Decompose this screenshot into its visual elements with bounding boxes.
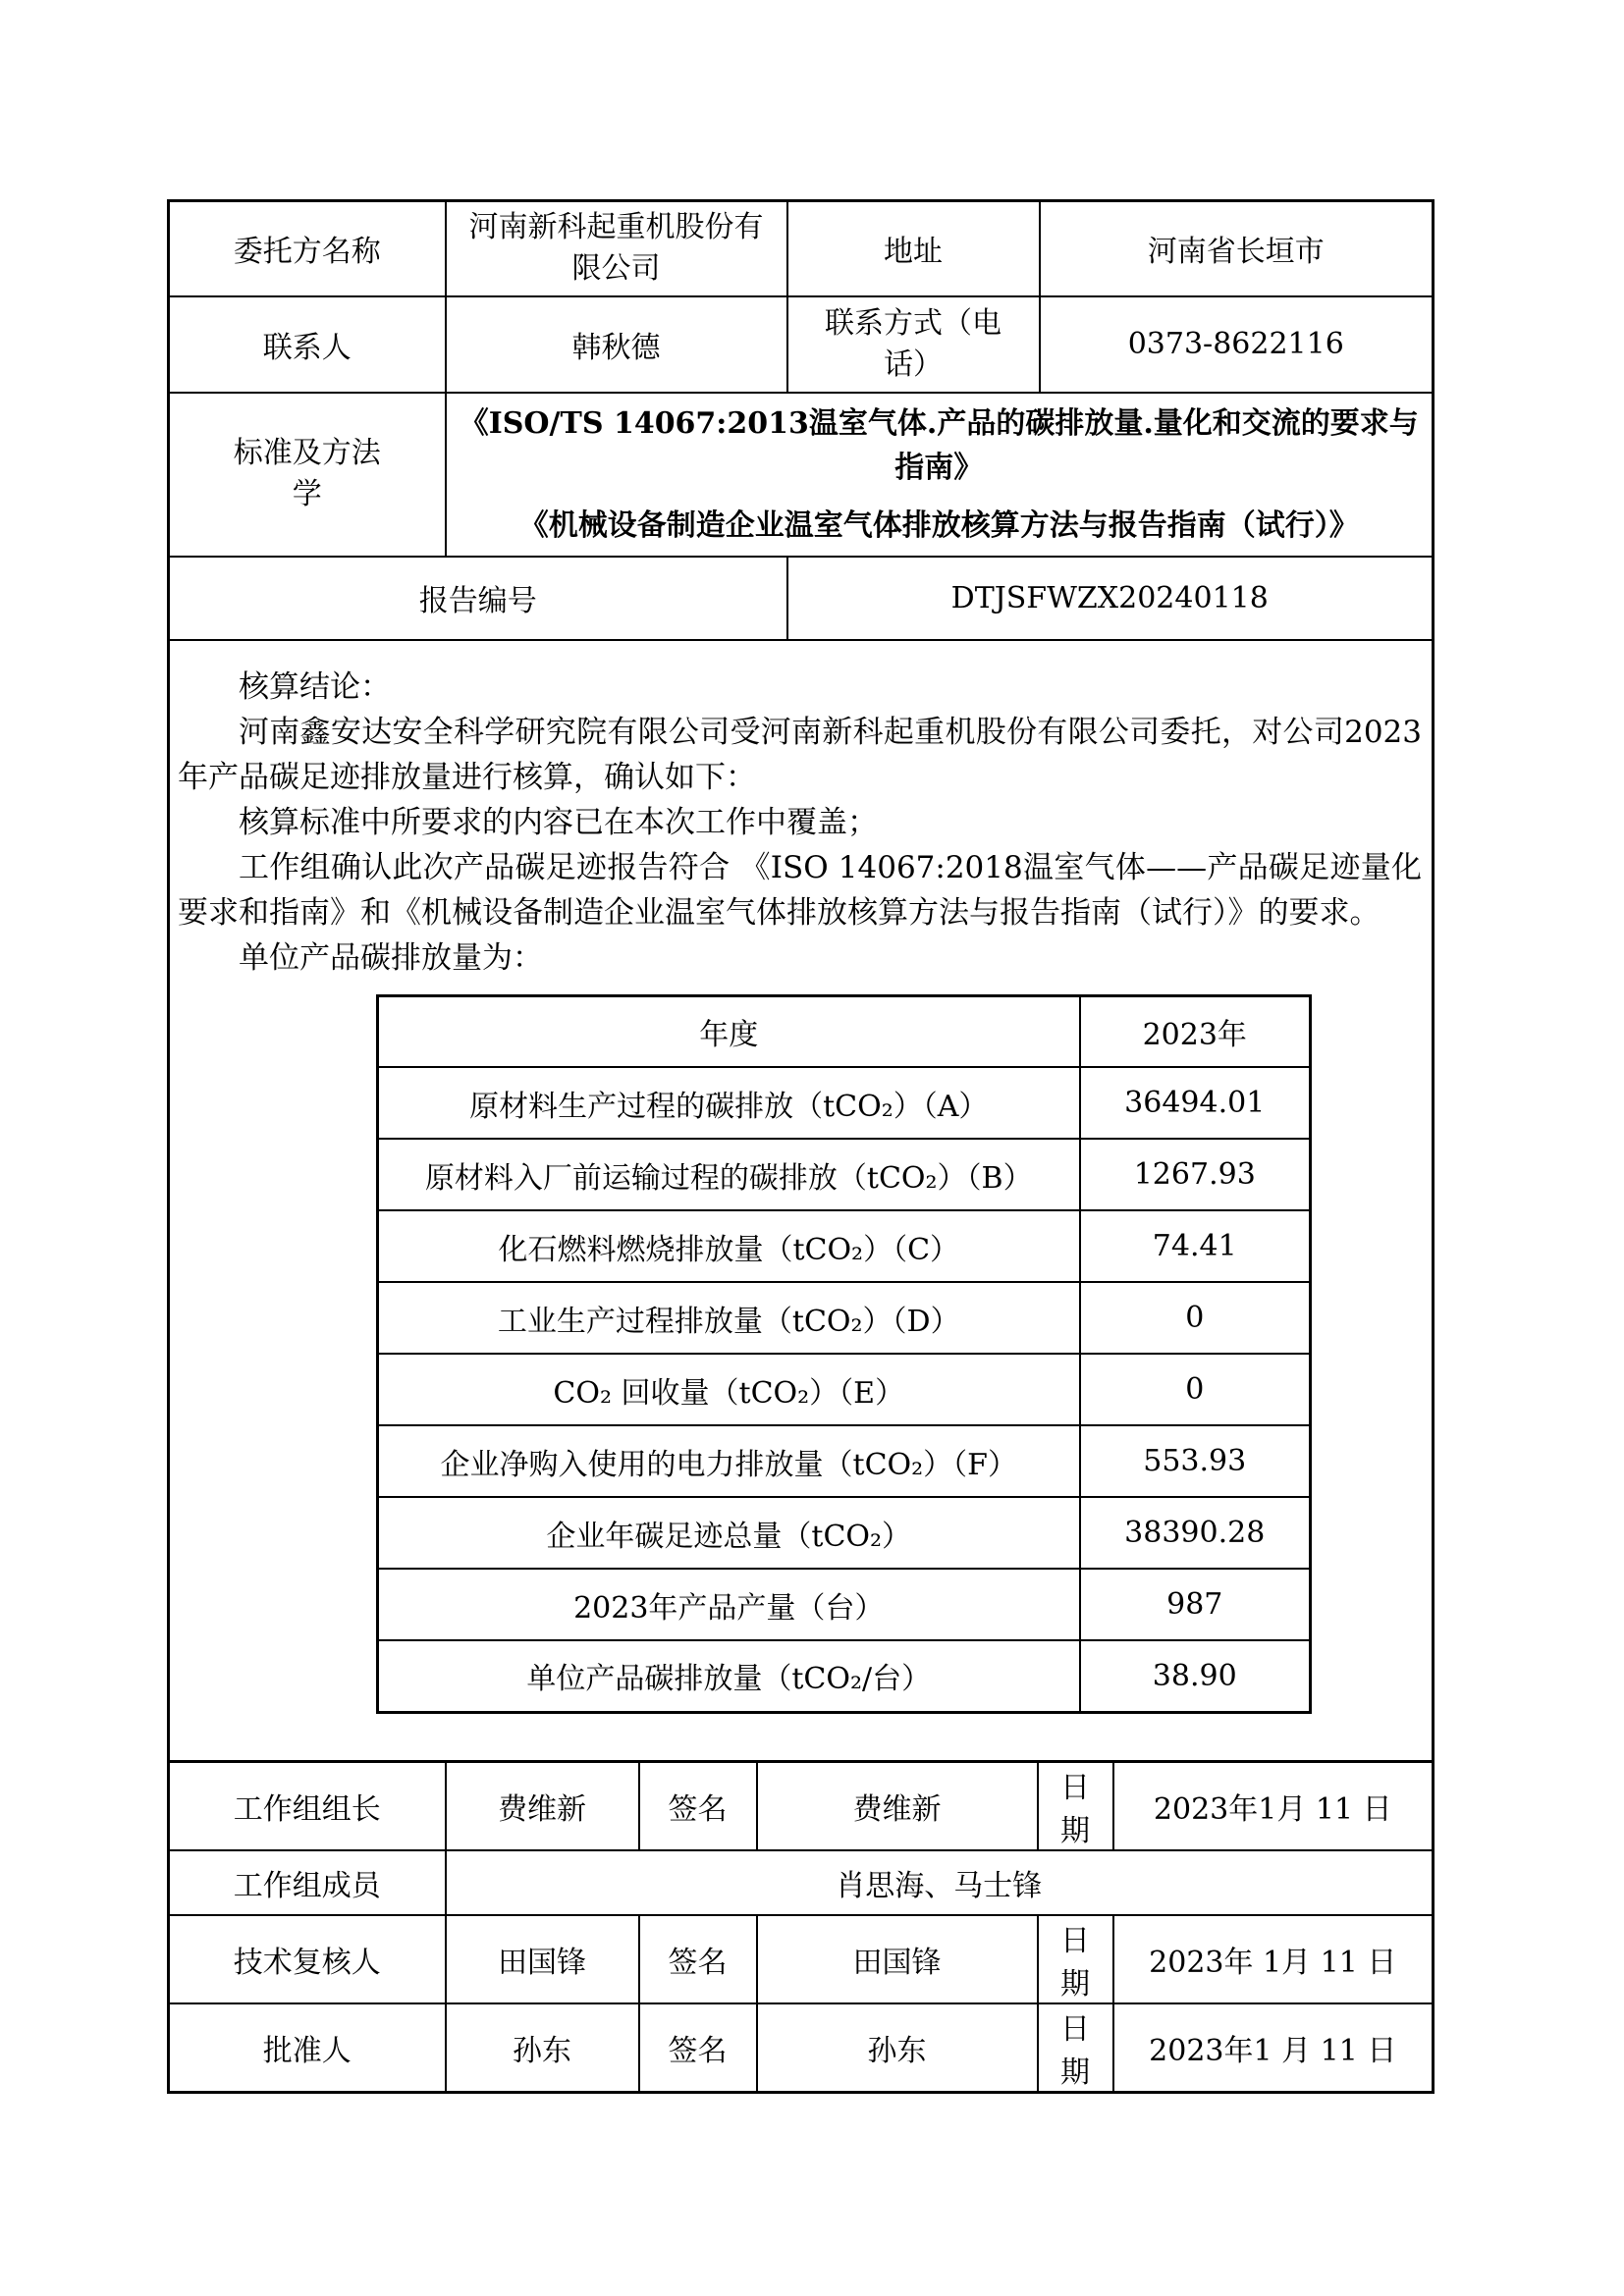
reviewer-signature: 田国锋 <box>757 1915 1038 2003</box>
address-value: 河南省长垣市 <box>1040 201 1434 296</box>
phone-label-text: 联系方式（电话） <box>825 305 1001 382</box>
team-leader-sign-label: 签名 <box>639 1762 757 1851</box>
conclusion-row <box>169 640 1434 1762</box>
standard-line-2: 《机械设备制造企业温室气体排放核算方法与报告指南（试行）》 <box>518 507 1359 543</box>
emissions-row <box>378 1067 1311 1139</box>
team-members-role: 工作组成员 <box>169 1850 446 1915</box>
address-label: 地址 <box>787 201 1040 296</box>
conclusion-cell <box>169 640 1434 1762</box>
standards-row <box>169 393 1434 557</box>
conclusion-paragraph-1: 河南鑫安达安全科学研究院有限公司受河南新科起重机股份有限公司委托，对公司2023年产品碳足迹排放量进行核算，确认如下： <box>178 714 1422 795</box>
report-number-value: DTJSFWZX20240118 <box>787 557 1434 640</box>
emissions-header-row <box>378 995 1311 1067</box>
client-name-value: 河南新科起重机股份有限公司 <box>446 201 787 296</box>
signature-table <box>167 1760 1435 2094</box>
phone-label <box>787 296 1040 393</box>
conclusion-title: 核算结论： <box>239 668 391 705</box>
contact-row <box>169 296 1434 393</box>
team-leader-role: 工作组组长 <box>169 1762 446 1851</box>
standards-value <box>446 393 1434 557</box>
reviewer-role: 技术复核人 <box>169 1915 446 2003</box>
conclusion-paragraph-4: 单位产品碳排放量为： <box>239 939 543 976</box>
emissions-row <box>378 1640 1311 1712</box>
emissions-value: 0 <box>1080 1282 1311 1354</box>
approver-name: 孙东 <box>446 2003 639 2093</box>
reviewer-date-label: 日期 <box>1038 1915 1113 2003</box>
reviewer-sign-label: 签名 <box>639 1915 757 2003</box>
emissions-row <box>378 1569 1311 1640</box>
emissions-label: 工业生产过程排放量（tCO₂）（D） <box>378 1282 1080 1354</box>
year-value: 2023年 <box>1080 995 1311 1067</box>
emissions-value: 987 <box>1080 1569 1311 1640</box>
emissions-value: 74.41 <box>1080 1210 1311 1282</box>
emissions-row <box>378 1354 1311 1425</box>
emissions-row <box>378 1497 1311 1569</box>
emissions-value: 0 <box>1080 1354 1311 1425</box>
team-members-row <box>169 1850 1434 1915</box>
reviewer-name: 田国锋 <box>446 1915 639 2003</box>
emissions-label: CO₂ 回收量（tCO₂）（E） <box>378 1354 1080 1425</box>
emissions-value: 553.93 <box>1080 1425 1311 1497</box>
team-leader-signature: 费维新 <box>757 1762 1038 1851</box>
approver-date-label: 日期 <box>1038 2003 1113 2093</box>
team-members-names: 肖思海、马士锋 <box>446 1850 1434 1915</box>
client-name-label: 委托方名称 <box>169 201 446 296</box>
report-number-row <box>169 557 1434 640</box>
contact-person-value: 韩秋德 <box>446 296 787 393</box>
emissions-row <box>378 1139 1311 1210</box>
emissions-row <box>378 1282 1311 1354</box>
emissions-label: 原材料入厂前运输过程的碳排放（tCO₂）（B） <box>378 1139 1080 1210</box>
reviewer-date: 2023年 1月 11 日 <box>1113 1915 1434 2003</box>
standard-line-1: 《ISO/TS 14067:2013温室气体.产品的碳排放量.量化和交流的要求与指南》 <box>459 405 1419 485</box>
contact-person-label: 联系人 <box>169 296 446 393</box>
conclusion-paragraph-3: 工作组确认此次产品碳足迹报告符合 《ISO 14067:2018温室气体——产品碳足迹量化要求和指南》和《机械设备制造企业温室气体排放核算方法与报告指南（试行）》的要求。 <box>178 849 1422 931</box>
team-leader-name: 费维新 <box>446 1762 639 1851</box>
year-label: 年度 <box>378 995 1080 1067</box>
emissions-value: 38.90 <box>1080 1640 1311 1712</box>
emissions-label: 2023年产品产量（台） <box>378 1569 1080 1640</box>
team-leader-date: 2023年1月 11 日 <box>1113 1762 1434 1851</box>
phone-value: 0373-8622116 <box>1040 296 1434 393</box>
approver-sign-label: 签名 <box>639 2003 757 2093</box>
approver-row <box>169 2003 1434 2093</box>
emissions-table <box>376 994 1312 1714</box>
approver-role: 批准人 <box>169 2003 446 2093</box>
standards-label-text: 标准及方法学 <box>233 436 381 511</box>
emissions-value: 38390.28 <box>1080 1497 1311 1569</box>
team-leader-row <box>169 1762 1434 1851</box>
approver-date: 2023年1 月 11 日 <box>1113 2003 1434 2093</box>
standards-label <box>169 393 446 557</box>
reviewer-row <box>169 1915 1434 2003</box>
report-number-label: 报告编号 <box>169 557 787 640</box>
team-leader-date-label: 日期 <box>1038 1762 1113 1851</box>
client-row <box>169 201 1434 296</box>
report-form <box>167 199 1432 2094</box>
emissions-label: 化石燃料燃烧排放量（tCO₂）（C） <box>378 1210 1080 1282</box>
emissions-label: 原材料生产过程的碳排放（tCO₂）（A） <box>378 1067 1080 1139</box>
emissions-value: 36494.01 <box>1080 1067 1311 1139</box>
emissions-row <box>378 1210 1311 1282</box>
emissions-label: 单位产品碳排放量（tCO₂/台） <box>378 1640 1080 1712</box>
conclusion-paragraph-2: 核算标准中所要求的内容已在本次工作中覆盖； <box>239 804 878 840</box>
emissions-row <box>378 1425 1311 1497</box>
client-info-table <box>167 199 1435 1763</box>
emissions-label: 企业净购入使用的电力排放量（tCO₂）（F） <box>378 1425 1080 1497</box>
emissions-value: 1267.93 <box>1080 1139 1311 1210</box>
approver-signature: 孙东 <box>757 2003 1038 2093</box>
emissions-label: 企业年碳足迹总量（tCO₂） <box>378 1497 1080 1569</box>
